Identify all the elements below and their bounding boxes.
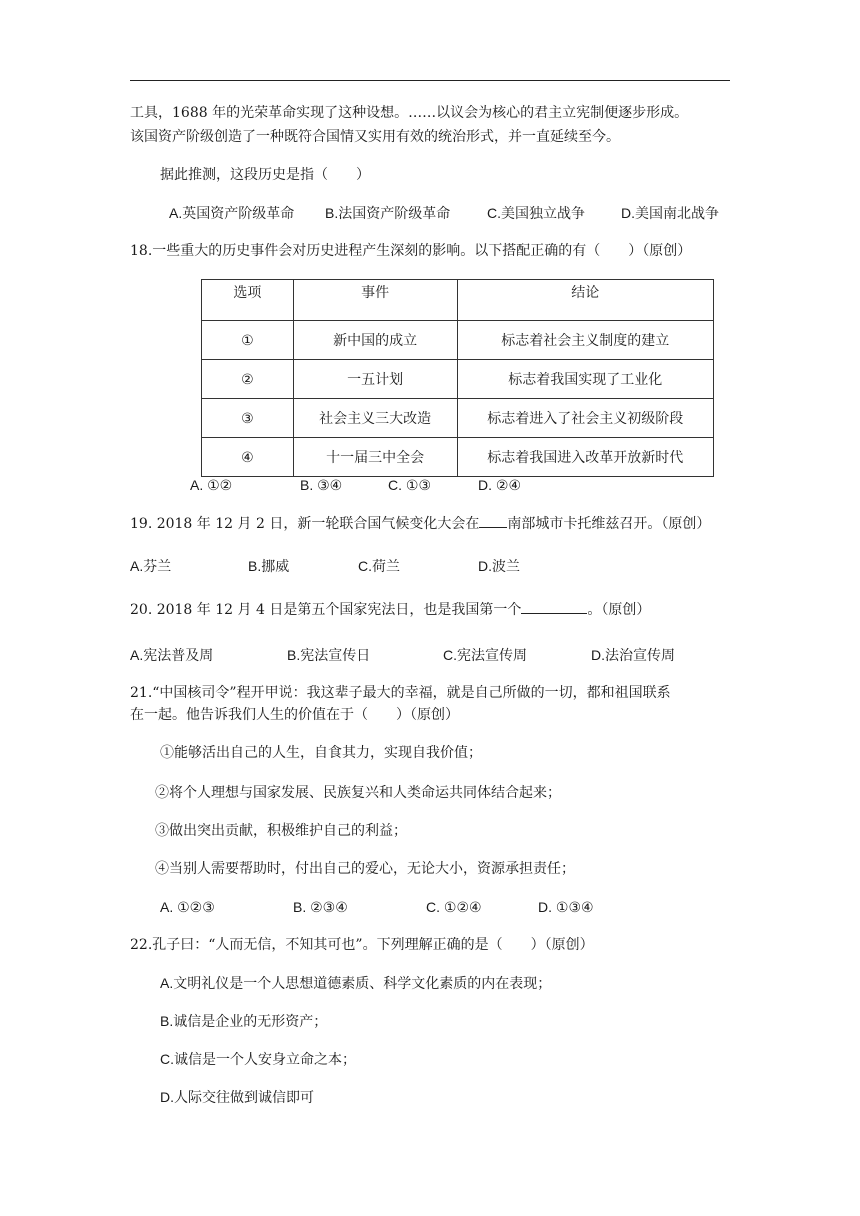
q18-option-d: D. ②④ [478, 477, 521, 493]
table-cell: 十一届三中全会 [293, 438, 457, 477]
q20-option-c: C.宪法宣传周 [443, 647, 527, 663]
table-cell: 一五计划 [293, 360, 457, 399]
q17-option-a: A.英国资产阶级革命 [169, 205, 295, 221]
table-header-row [202, 280, 714, 321]
table-cell: 社会主义三大改造 [293, 399, 457, 438]
table-cell: 标志着我国实现了工业化 [457, 360, 714, 399]
q19-option-a: A.芬兰 [130, 558, 172, 574]
q21-option-a: A. ①②③ [160, 899, 215, 915]
q20-option-b: B.宪法宣传日 [287, 647, 371, 663]
q19-option-b: B.挪威 [248, 558, 290, 574]
q17-option-c: C.美国独立战争 [487, 205, 585, 221]
q22-option-d: D.人际交往做到诚信即可 [160, 1089, 314, 1105]
q18-option-c: C. ①③ [388, 477, 431, 493]
table-row [202, 321, 714, 360]
intro-line-1: 工具，1688 年的光荣革命实现了这种设想。……以议会为核心的君主立宪制便逐步形成。 [130, 105, 689, 121]
table-cell: 新中国的成立 [293, 321, 457, 360]
q17-question: 据此推测，这段历史是指（ ） [160, 167, 370, 183]
q21-item-4: ④当别人需要帮助时，付出自己的爱心，无论大小，资源承担责任； [155, 861, 575, 877]
table-row [202, 399, 714, 438]
q20-stem-after: 。（原创） [587, 602, 651, 618]
q22-option-a: A.文明礼仪是一个人思想道德素质、科学文化素质的内在表现； [160, 975, 552, 991]
table-header: 选项 [202, 280, 294, 321]
table-cell: 标志着社会主义制度的建立 [457, 321, 714, 360]
table-cell: ③ [202, 399, 294, 438]
table-cell: 标志着我国进入改革开放新时代 [457, 438, 714, 477]
q20-blank [521, 599, 587, 614]
table-row [202, 438, 714, 477]
q20-option-a: A.宪法普及周 [130, 647, 214, 663]
q21-item-2: ②将个人理想与国家发展、民族复兴和人类命运共同体结合起来； [155, 785, 561, 801]
q20-option-d: D.法治宣传周 [591, 647, 675, 663]
q19-option-c: C.荷兰 [358, 558, 400, 574]
q18-option-a: A. ①② [190, 477, 233, 493]
intro-line-2: 该国资产阶级创造了一种既符合国情又实用有效的统治形式，并一直延续至今。 [130, 129, 620, 145]
q19-stem [130, 513, 710, 534]
q17-option-b: B.法国资产阶级革命 [325, 205, 451, 221]
q21-stem-line-1: 21.“中国核司令”程开甲说：我这辈子最大的幸福，就是自己所做的一切，都和祖国联系 [130, 685, 671, 701]
q21-option-d: D. ①③④ [538, 899, 594, 915]
q18-stem: 18.一些重大的历史事件会对历史进程产生深刻的影响。以下搭配正确的有（ ）（原创） [130, 243, 692, 259]
q17-option-d: D.美国南北战争 [621, 205, 719, 221]
q21-item-3: ③做出突出贡献，积极维护自己的利益； [155, 823, 407, 839]
table-cell: ② [202, 360, 294, 399]
q20-stem-before: 20. 2018 年 12 月 4 日是第五个国家宪法日，也是我国第一个 [130, 602, 522, 618]
q19-option-d: D.波兰 [478, 558, 520, 574]
q22-option-b: B.诚信是企业的无形资产； [160, 1013, 328, 1029]
q19-stem-before: 19. 2018 年 12 月 2 日，新一轮联合国气候变化大会在 [130, 516, 480, 532]
q21-stem-line-2: 在一起。他告诉我们人生的价值在于（ ）（原创） [130, 707, 459, 723]
q20-stem [130, 599, 650, 620]
table-row [202, 360, 714, 399]
table-cell: ① [202, 321, 294, 360]
q22-option-c: C.诚信是一个人安身立命之本； [160, 1051, 356, 1067]
table-header: 结论 [457, 280, 714, 321]
q19-blank [479, 513, 507, 528]
q21-option-c: C. ①②④ [426, 899, 482, 915]
table-header: 事件 [293, 280, 457, 321]
q21-option-b: B. ②③④ [293, 899, 348, 915]
table-cell: ④ [202, 438, 294, 477]
q18-table [201, 279, 714, 477]
q22-stem: 22.孔子曰：“人而无信，不知其可也”。下列理解正确的是（ ）（原创） [130, 937, 594, 953]
q19-stem-after: 南部城市卡托维兹召开。（原创） [507, 516, 711, 532]
q18-option-b: B. ③④ [300, 477, 343, 493]
table-cell: 标志着进入了社会主义初级阶段 [457, 399, 714, 438]
header-rule [130, 80, 730, 81]
q21-item-1: ①能够活出自己的人生，自食其力，实现自我价值； [160, 745, 482, 761]
